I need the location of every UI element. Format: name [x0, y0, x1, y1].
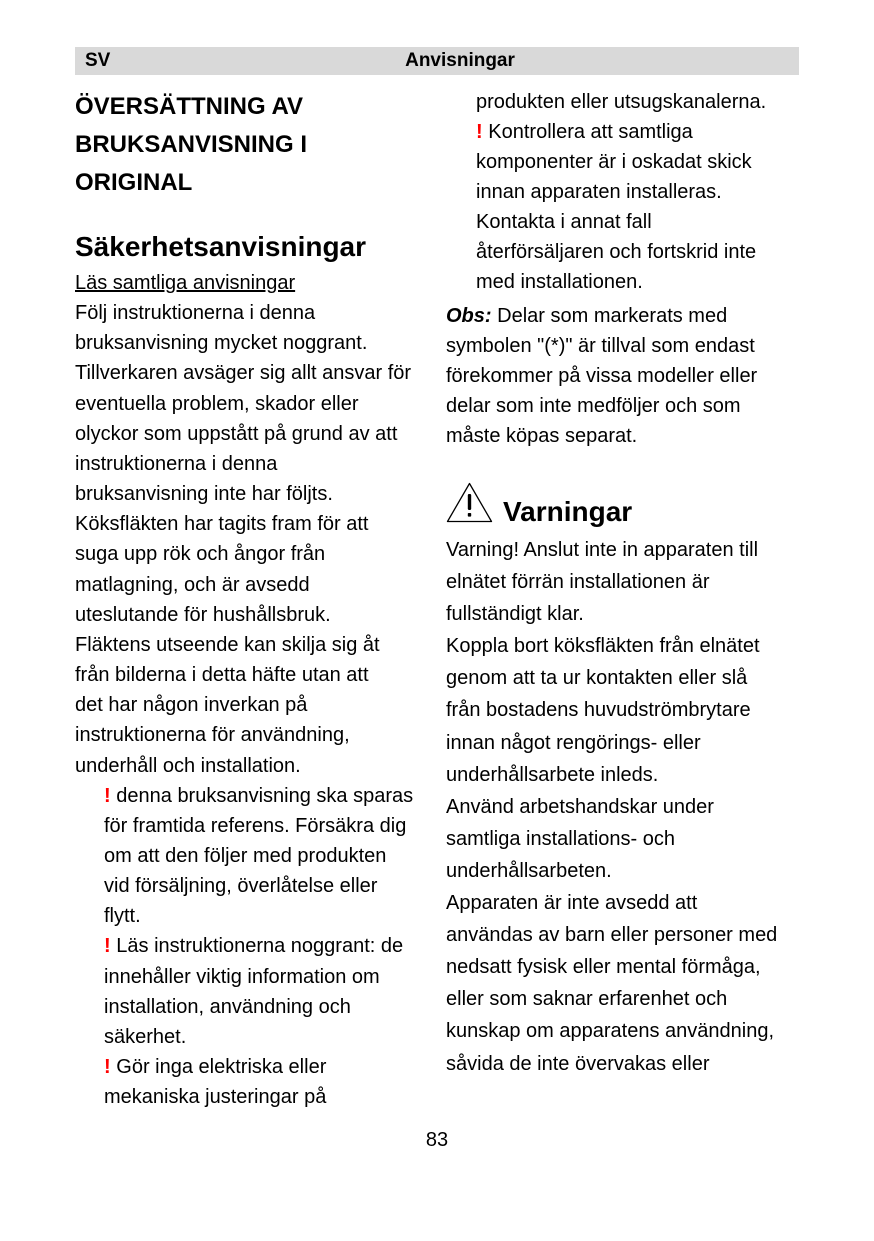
bullet-text: Gör inga elektriska eller: [116, 1056, 327, 1079]
header-title: Anvisningar: [405, 50, 515, 71]
body-line: suga upp rök och ångor från: [75, 543, 326, 566]
bullet-line: för framtida referens. Försäkra dig: [104, 814, 407, 837]
body-line: från bilderna i detta häfte utan att: [75, 664, 369, 687]
bullet-line: komponenter är i oskadat skick: [476, 151, 752, 173]
bullet-line: flytt.: [104, 905, 141, 928]
section-title: Säkerhetsanvisningar: [75, 231, 367, 262]
bullet-line: [104, 781, 413, 811]
bullet-line: mekaniska justeringar på: [104, 1086, 327, 1109]
body-line: uteslutande för hushållsbruk.: [75, 603, 331, 626]
bullet-line: [104, 1052, 413, 1082]
bullet-line: innehåller viktig information om: [104, 965, 380, 988]
body-line: Följ instruktionerna i denna: [75, 302, 316, 325]
note-label: Obs:: [446, 305, 492, 327]
body-line: innan något rengörings- eller: [446, 731, 701, 754]
body-line: Tillverkaren avsäger sig allt ansvar för: [75, 362, 412, 385]
body-line: elnätet förrän installationen är: [446, 571, 710, 594]
bullet-line: innan apparaten installeras.: [476, 181, 722, 203]
body-line: Använd arbetshandskar under: [446, 795, 714, 818]
page-number: 83: [425, 1129, 449, 1151]
bullet-text: Läs instruktionerna noggrant: de: [116, 935, 404, 958]
body-line: matlagning, och är avsedd: [75, 573, 310, 596]
exclamation-icon: !: [476, 121, 483, 143]
heading-line: ÖVERSÄTTNING AV: [75, 93, 304, 120]
bullet-text: denna bruksanvisning ska sparas: [116, 784, 414, 807]
body-line: eller som saknar erfarenhet och: [446, 988, 728, 1011]
warning-bullet-list: [75, 781, 413, 1113]
body-line: nedsatt fysisk eller mental förmåga,: [446, 956, 761, 979]
warning-triangle-icon: [445, 481, 494, 524]
note-line: symbolen "(*)" är tillval som endast: [446, 335, 755, 357]
body-line: underhåll och installation.: [75, 754, 301, 777]
bullet-line: [476, 117, 766, 147]
bullet-line: om att den följer med produkten: [104, 844, 387, 867]
body-line: olyckor som uppstått på grund av att: [75, 422, 398, 445]
heading-line: ORIGINAL: [75, 169, 193, 196]
body-line: underhållsarbeten.: [446, 859, 612, 882]
heading-line: BRUKSANVISNING I: [75, 131, 308, 158]
note-line: måste köpas separat.: [446, 425, 638, 447]
body-line: samtliga installations- och: [446, 827, 675, 850]
bullet-line: [104, 931, 413, 961]
bullet-line: vid försäljning, överlåtelse eller: [104, 875, 378, 898]
body-line: Apparaten är inte avsedd att: [446, 892, 698, 915]
bullet-line: med installationen.: [476, 271, 643, 293]
subheading: Läs samtliga anvisningar: [75, 272, 296, 294]
body-line: fullständigt klar.: [446, 603, 584, 626]
language-code: SV: [85, 50, 111, 71]
left-column-text: [75, 268, 413, 1112]
bullet-line: Kontakta i annat fall: [476, 211, 652, 233]
note-line: delar som inte medföljer och som: [446, 395, 741, 417]
body-line: kunskap om apparatens användning,: [446, 1020, 775, 1043]
body-line: Fläktens utseende kan skilja sig åt: [75, 633, 380, 656]
warnings-text: [446, 534, 777, 1080]
body-line: Köksfläkten har tagits fram för att: [75, 513, 369, 536]
body-line: Koppla bort köksfläkten från elnätet: [446, 635, 760, 658]
body-line: såvida de inte övervakas eller: [446, 1052, 710, 1075]
body-line: genom att ta ur kontakten eller slå: [446, 667, 748, 690]
right-column-bullets: [476, 87, 766, 297]
body-line: det har någon inverkan på: [75, 694, 308, 717]
note-text: Delar som markerats med: [497, 305, 728, 327]
running-header: [75, 47, 799, 75]
bullet-line: säkerhet.: [104, 1025, 187, 1048]
body-line: Varning! Anslut inte in apparaten till: [446, 539, 759, 561]
note-paragraph: [446, 301, 757, 451]
body-line: användas av barn eller personer med: [446, 924, 778, 947]
exclamation-icon: !: [104, 935, 111, 958]
bullet-text: Kontrollera att samtliga: [488, 121, 693, 143]
body-line: bruksanvisning inte har följts.: [75, 483, 333, 506]
warnings-title: Varningar: [503, 496, 633, 527]
body-line: instruktionerna för användning,: [75, 724, 350, 747]
bullet-line: återförsäljaren och fortskrid inte: [476, 241, 757, 263]
body-line: underhållsarbete inleds.: [446, 763, 659, 786]
bullet-line: produkten eller utsugskanalerna.: [476, 91, 767, 113]
body-line: bruksanvisning mycket noggrant.: [75, 332, 368, 355]
body-line: från bostadens huvudströmbrytare: [446, 699, 751, 722]
body-line: eventuella problem, skador eller: [75, 392, 359, 415]
note-line: [446, 301, 757, 331]
exclamation-icon: !: [104, 1056, 111, 1079]
document-heading: [75, 88, 307, 202]
note-line: förekommer på vissa modeller eller: [446, 365, 758, 387]
exclamation-icon: !: [104, 784, 111, 807]
body-line: instruktionerna i denna: [75, 452, 278, 475]
bullet-line: installation, användning och: [104, 995, 351, 1018]
